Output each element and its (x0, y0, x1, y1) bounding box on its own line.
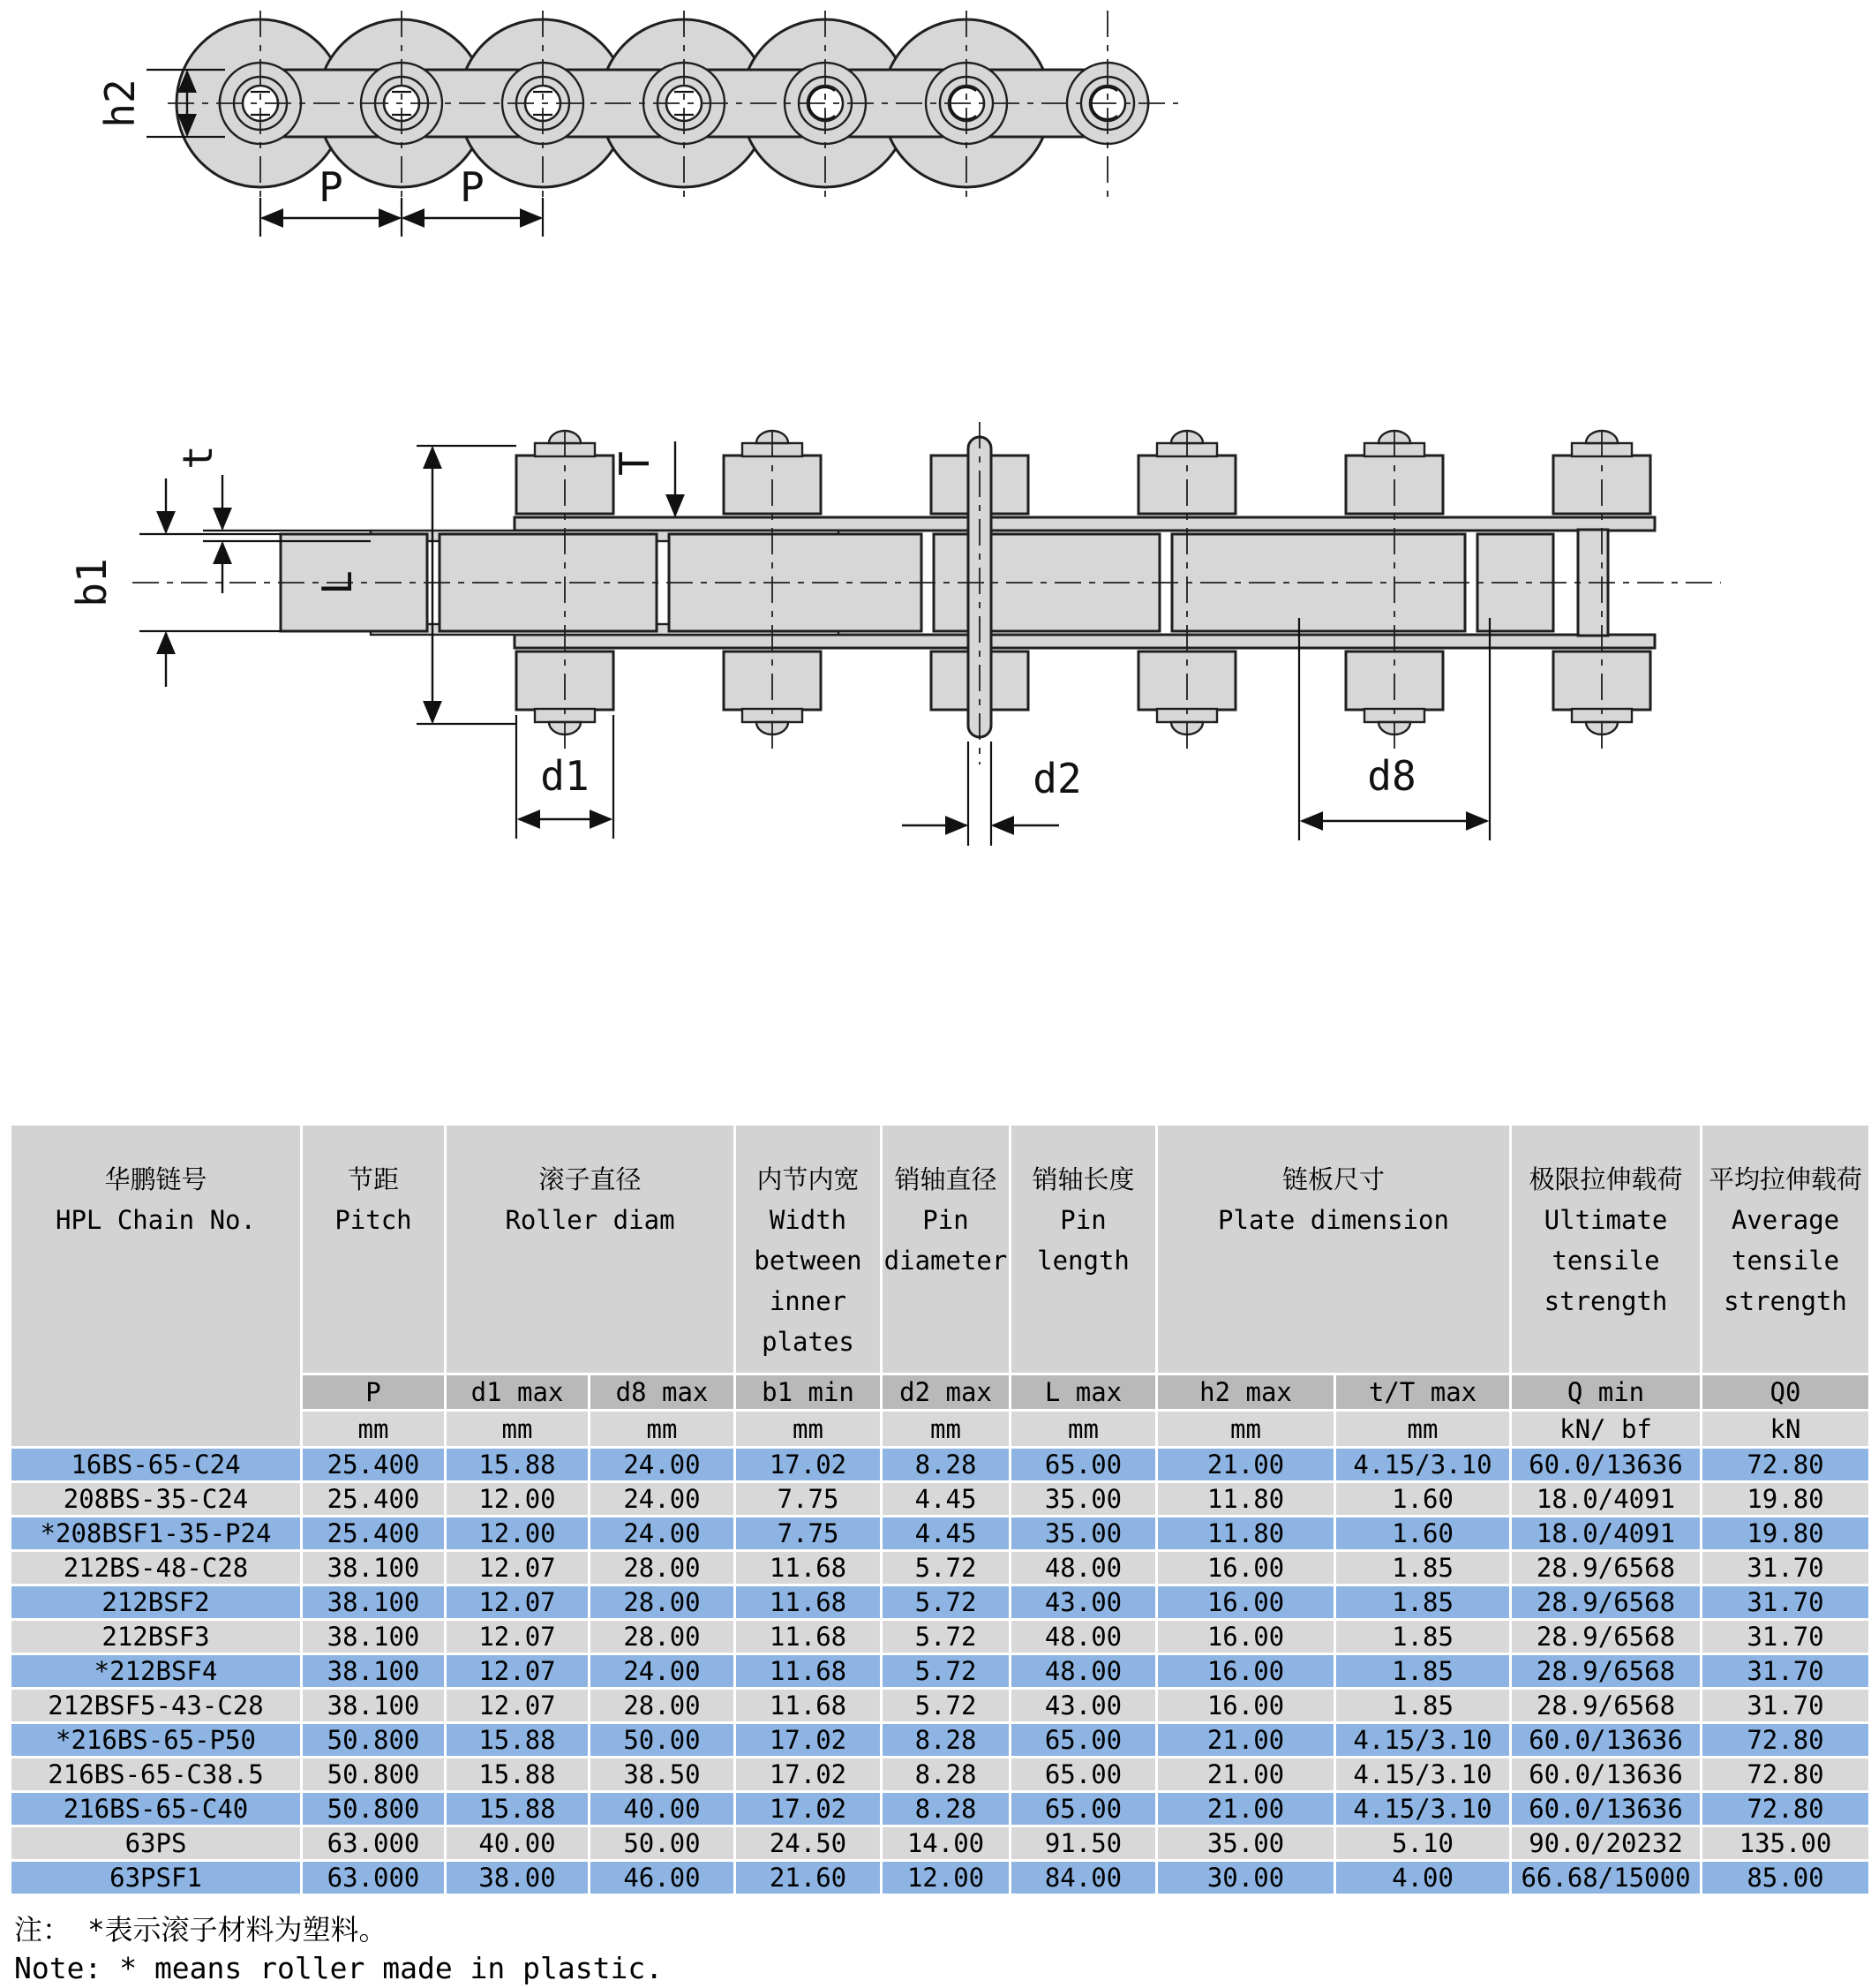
value-cell: 15.88 (447, 1758, 588, 1790)
top-rollers (516, 431, 1650, 514)
value-cell: 24.00 (590, 1483, 733, 1515)
value-cell: 50.800 (303, 1758, 444, 1790)
value-cell: 90.0/20232 (1512, 1827, 1700, 1859)
footnote-en: Note: * means roller made in plastic. (14, 1951, 664, 1985)
symbol-Q0: Q0 (1702, 1375, 1868, 1409)
outer-plate-bottom (515, 635, 1655, 648)
table-row (11, 1793, 1868, 1825)
value-cell: 28.9/6568 (1512, 1586, 1700, 1618)
table-row (11, 1449, 1868, 1480)
value-cell: 65.00 (1011, 1793, 1155, 1825)
symbol-b1-min: b1 min (736, 1375, 880, 1409)
value-cell: 72.80 (1702, 1724, 1868, 1756)
col-header-pin-diameter: 销轴直径 Pin diameter (883, 1126, 1009, 1373)
value-cell: 4.00 (1336, 1862, 1509, 1894)
value-cell: 25.400 (303, 1483, 444, 1515)
value-cell: 38.100 (303, 1552, 444, 1584)
value-cell: 60.0/13636 (1512, 1793, 1700, 1825)
col-header-chain-no: 华鹏链号 HPL Chain No. (11, 1126, 300, 1446)
symbol-h2-max: h2 max (1158, 1375, 1334, 1409)
value-cell: 31.70 (1702, 1655, 1868, 1687)
value-cell: 12.07 (447, 1552, 588, 1584)
col-header-ultimate-strength: 极限拉伸载荷 Ultimate tensile strength (1512, 1126, 1700, 1373)
unit-cell: mm (447, 1412, 588, 1446)
b1-label: b1 (68, 558, 116, 607)
chain-no-cell: 208BS-35-C24 (11, 1483, 300, 1515)
symbol-P: P (303, 1375, 444, 1409)
T-label: T (611, 451, 658, 476)
col-header-inner-width: 内节内宽 Width between inner plates (736, 1126, 880, 1373)
table-row (11, 1655, 1868, 1687)
value-cell: 85.00 (1702, 1862, 1868, 1894)
value-cell: 31.70 (1702, 1586, 1868, 1618)
value-cell: 38.50 (590, 1758, 733, 1790)
value-cell: 40.00 (447, 1827, 588, 1859)
value-cell: 15.88 (447, 1793, 588, 1825)
value-cell: 19.80 (1702, 1483, 1868, 1515)
symbol-d2-max: d2 max (883, 1375, 1009, 1409)
value-cell: 66.68/15000 (1512, 1862, 1700, 1894)
unit-cell: mm (303, 1412, 444, 1446)
value-cell: 21.00 (1158, 1724, 1334, 1756)
value-cell: 31.70 (1702, 1690, 1868, 1721)
value-cell: 31.70 (1702, 1621, 1868, 1653)
value-cell: 35.00 (1011, 1517, 1155, 1549)
table-row (11, 1483, 1868, 1515)
value-cell: 18.0/4091 (1512, 1483, 1700, 1515)
symbol-tT-max: t/T max (1336, 1375, 1509, 1409)
value-cell: 48.00 (1011, 1552, 1155, 1584)
value-cell: 4.45 (883, 1483, 1009, 1515)
value-cell: 60.0/13636 (1512, 1758, 1700, 1790)
table-row (11, 1827, 1868, 1859)
value-cell: 12.07 (447, 1690, 588, 1721)
chain-no-cell: 212BSF2 (11, 1586, 300, 1618)
unit-cell: mm (883, 1412, 1009, 1446)
col-header-plate-dimension: 链板尺寸 Plate dimension (1158, 1126, 1509, 1373)
table-row (11, 1621, 1868, 1653)
value-cell: 1.60 (1336, 1483, 1509, 1515)
spec-table-body (11, 1449, 1868, 1894)
value-cell: 24.00 (590, 1517, 733, 1549)
value-cell: 12.07 (447, 1621, 588, 1653)
chain-no-cell: 63PS (11, 1827, 300, 1859)
col-header-average-strength: 平均拉伸载荷 Average tensile strength (1702, 1126, 1868, 1373)
d2-label: d2 (1033, 755, 1082, 802)
d1-label: d1 (540, 752, 590, 800)
side-view (96, 11, 1178, 237)
value-cell: 50.00 (590, 1724, 733, 1756)
value-cell: 12.00 (883, 1862, 1009, 1894)
value-cell: 18.0/4091 (1512, 1517, 1700, 1549)
value-cell: 65.00 (1011, 1449, 1155, 1480)
value-cell: 5.72 (883, 1586, 1009, 1618)
value-cell: 24.50 (736, 1827, 880, 1859)
value-cell: 17.02 (736, 1793, 880, 1825)
symbol-Q-min: Q min (1512, 1375, 1700, 1409)
value-cell: 28.9/6568 (1512, 1655, 1700, 1687)
plan-view (68, 422, 1721, 846)
value-cell: 25.400 (303, 1449, 444, 1480)
value-cell: 5.10 (1336, 1827, 1509, 1859)
col-header-pitch: 节距 Pitch (303, 1126, 444, 1373)
value-cell: 65.00 (1011, 1758, 1155, 1790)
footnotes (14, 1910, 663, 1988)
t-label: t (174, 445, 222, 470)
value-cell: 17.02 (736, 1724, 880, 1756)
value-cell: 17.02 (736, 1449, 880, 1480)
value-cell: 7.75 (736, 1483, 880, 1515)
table-row (11, 1862, 1868, 1894)
value-cell: 30.00 (1158, 1862, 1334, 1894)
value-cell: 17.02 (736, 1758, 880, 1790)
value-cell: 63.000 (303, 1827, 444, 1859)
value-cell: 28.9/6568 (1512, 1690, 1700, 1721)
value-cell: 11.68 (736, 1586, 880, 1618)
bottom-rollers (516, 651, 1650, 734)
value-cell: 46.00 (590, 1862, 733, 1894)
value-cell: 5.72 (883, 1690, 1009, 1721)
value-cell: 24.00 (590, 1655, 733, 1687)
unit-cell: mm (736, 1412, 880, 1446)
value-cell: 31.70 (1702, 1552, 1868, 1584)
value-cell: 48.00 (1011, 1621, 1155, 1653)
value-cell: 8.28 (883, 1724, 1009, 1756)
value-cell: 15.88 (447, 1449, 588, 1480)
value-cell: 11.68 (736, 1621, 880, 1653)
value-cell: 35.00 (1011, 1483, 1155, 1515)
chain-no-cell: *208BSF1-35-P24 (11, 1517, 300, 1549)
value-cell: 35.00 (1158, 1827, 1334, 1859)
value-cell: 72.80 (1702, 1449, 1868, 1480)
table-row (11, 1758, 1868, 1790)
chain-no-cell: 216BS-65-C38.5 (11, 1758, 300, 1790)
header-row (11, 1126, 1868, 1373)
chain-no-cell: *216BS-65-P50 (11, 1724, 300, 1756)
value-cell: 38.100 (303, 1621, 444, 1653)
value-cell: 4.15/3.10 (1336, 1724, 1509, 1756)
value-cell: 1.85 (1336, 1552, 1509, 1584)
value-cell: 21.60 (736, 1862, 880, 1894)
value-cell: 21.00 (1158, 1793, 1334, 1825)
table-row (11, 1517, 1868, 1549)
value-cell: 72.80 (1702, 1793, 1868, 1825)
value-cell: 11.68 (736, 1552, 880, 1584)
value-cell: 84.00 (1011, 1862, 1155, 1894)
value-cell: 19.80 (1702, 1517, 1868, 1549)
value-cell: 16.00 (1158, 1552, 1334, 1584)
value-cell: 11.68 (736, 1690, 880, 1721)
value-cell: 38.100 (303, 1690, 444, 1721)
value-cell: 5.72 (883, 1655, 1009, 1687)
value-cell: 40.00 (590, 1793, 733, 1825)
value-cell: 12.00 (447, 1483, 588, 1515)
value-cell: 50.800 (303, 1793, 444, 1825)
unit-cell: mm (590, 1412, 733, 1446)
value-cell: 135.00 (1702, 1827, 1868, 1859)
value-cell: 4.15/3.10 (1336, 1758, 1509, 1790)
value-cell: 16.00 (1158, 1655, 1334, 1687)
value-cell: 12.07 (447, 1655, 588, 1687)
unit-cell: kN/ bf (1512, 1412, 1700, 1446)
value-cell: 12.07 (447, 1586, 588, 1618)
value-cell: 11.68 (736, 1655, 880, 1687)
value-cell: 28.9/6568 (1512, 1552, 1700, 1584)
value-cell: 7.75 (736, 1517, 880, 1549)
T-dimension (611, 441, 675, 516)
value-cell: 1.85 (1336, 1690, 1509, 1721)
value-cell: 15.88 (447, 1724, 588, 1756)
value-cell: 1.85 (1336, 1586, 1509, 1618)
value-cell: 72.80 (1702, 1758, 1868, 1790)
symbol-L-max: L max (1011, 1375, 1155, 1409)
value-cell: 25.400 (303, 1517, 444, 1549)
unit-cell: kN (1702, 1412, 1868, 1446)
chain-no-cell: 212BSF5-43-C28 (11, 1690, 300, 1721)
value-cell: 28.00 (590, 1621, 733, 1653)
chain-no-cell: 212BS-48-C28 (11, 1552, 300, 1584)
table-row (11, 1690, 1868, 1721)
value-cell: 1.85 (1336, 1655, 1509, 1687)
col-header-roller-diam: 滚子直径 Roller diam (447, 1126, 733, 1373)
table-row (11, 1552, 1868, 1584)
value-cell: 14.00 (883, 1827, 1009, 1859)
value-cell: 50.800 (303, 1724, 444, 1756)
value-cell: 5.72 (883, 1552, 1009, 1584)
value-cell: 28.00 (590, 1552, 733, 1584)
value-cell: 38.100 (303, 1655, 444, 1687)
value-cell: 38.00 (447, 1862, 588, 1894)
footnote-zh: 注： *表示滚子材料为塑料。 (14, 1913, 387, 1947)
value-cell: 21.00 (1158, 1449, 1334, 1480)
value-cell: 16.00 (1158, 1690, 1334, 1721)
symbol-d1-max: d1 max (447, 1375, 588, 1409)
value-cell: 11.80 (1158, 1517, 1334, 1549)
L-label: L (313, 570, 361, 595)
chain-no-cell: 63PSF1 (11, 1862, 300, 1894)
value-cell: 1.60 (1336, 1517, 1509, 1549)
table-row (11, 1724, 1868, 1756)
unit-cell: mm (1011, 1412, 1155, 1446)
unit-cell: mm (1158, 1412, 1334, 1446)
chain-no-cell: *212BSF4 (11, 1655, 300, 1687)
value-cell: 63.000 (303, 1862, 444, 1894)
value-cell: 28.9/6568 (1512, 1621, 1700, 1653)
value-cell: 48.00 (1011, 1655, 1155, 1687)
value-cell: 5.72 (883, 1621, 1009, 1653)
table-row (11, 1586, 1868, 1618)
value-cell: 60.0/13636 (1512, 1449, 1700, 1480)
spec-table (9, 1123, 1871, 1896)
d2-dimension (902, 742, 1082, 846)
value-cell: 21.00 (1158, 1758, 1334, 1790)
value-cell: 12.00 (447, 1517, 588, 1549)
outer-plate-top (515, 517, 1655, 531)
pitch-label-1: P (319, 163, 343, 211)
value-cell: 28.00 (590, 1690, 733, 1721)
value-cell: 4.15/3.10 (1336, 1793, 1509, 1825)
value-cell: 16.00 (1158, 1621, 1334, 1653)
value-cell: 43.00 (1011, 1586, 1155, 1618)
value-cell: 50.00 (590, 1827, 733, 1859)
value-cell: 8.28 (883, 1449, 1009, 1480)
h2-label: h2 (96, 79, 144, 128)
col-header-pin-length: 销轴长度 Pin length (1011, 1126, 1155, 1373)
value-cell: 4.45 (883, 1517, 1009, 1549)
chain-no-cell: 16BS-65-C24 (11, 1449, 300, 1480)
value-cell: 24.00 (590, 1449, 733, 1480)
value-cell: 91.50 (1011, 1827, 1155, 1859)
value-cell: 38.100 (303, 1586, 444, 1618)
value-cell: 8.28 (883, 1793, 1009, 1825)
symbol-d8-max: d8 max (590, 1375, 733, 1409)
d8-label: d8 (1367, 752, 1416, 800)
value-cell: 4.15/3.10 (1336, 1449, 1509, 1480)
pitch-label-2: P (460, 163, 485, 211)
value-cell: 65.00 (1011, 1724, 1155, 1756)
value-cell: 11.80 (1158, 1483, 1334, 1515)
value-cell: 60.0/13636 (1512, 1724, 1700, 1756)
value-cell: 8.28 (883, 1758, 1009, 1790)
chain-no-cell: 216BS-65-C40 (11, 1793, 300, 1825)
value-cell: 43.00 (1011, 1690, 1155, 1721)
value-cell: 16.00 (1158, 1586, 1334, 1618)
value-cell: 28.00 (590, 1586, 733, 1618)
unit-cell: mm (1336, 1412, 1509, 1446)
chain-no-cell: 212BSF3 (11, 1621, 300, 1653)
value-cell: 1.85 (1336, 1621, 1509, 1653)
